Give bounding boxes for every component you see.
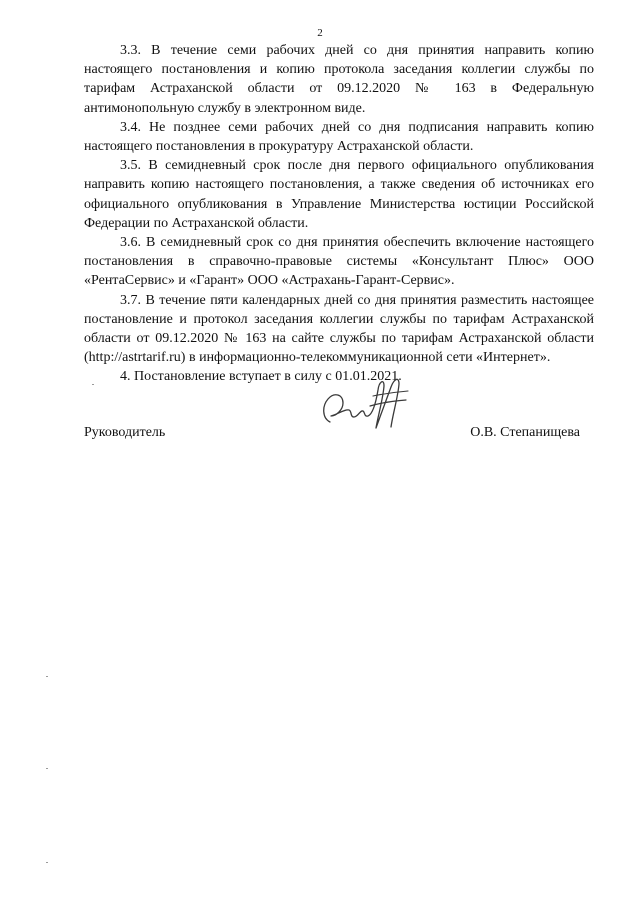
paragraph-3-5: 3.5. В семидневный срок после дня первого официального опубликования направить копию настоящего постановления, а также сведения об источниках его официального опубликования в Управление Министерства юстиции Российской Федерации по Астраханской области. bbox=[84, 158, 594, 231]
paragraph-3-6: 3.6. В семидневный срок со дня принятия обеспечить включение настоящего постановления в справочно-правовые системы «Консультант Плюс» ООО «РентаСервис» и «Гарант» ООО «Астрахань-Гарант-Сервис». bbox=[84, 235, 594, 289]
paragraph-4: 4. Постановление вступает в силу с 01.01.2021. bbox=[120, 369, 402, 385]
handwritten-signature bbox=[316, 366, 412, 436]
scan-artifact bbox=[46, 676, 48, 677]
signer-position: Руководитель bbox=[84, 425, 166, 440]
scan-artifact bbox=[46, 862, 48, 863]
scan-artifact bbox=[92, 384, 94, 385]
page-number: 2 bbox=[317, 27, 323, 39]
scan-artifact bbox=[46, 768, 48, 769]
document-body bbox=[84, 41, 594, 387]
paragraph-3-3: 3.3. В течение семи рабочих дней со дня принятия направить копию настоящего постановления и копию протокола заседания коллегии службы по тарифам Астраханской области от 09.12.2020 № 163 в Федеральную антимонопольную службу в электронном виде. bbox=[84, 43, 594, 116]
signer-name: О.В. Степанищева bbox=[470, 425, 580, 440]
paragraph-3-4: 3.4. Не позднее семи рабочих дней со дня подписания направить копию настоящего постановления в прокуратуру Астраханской области. bbox=[84, 119, 594, 155]
signature-block bbox=[84, 366, 594, 446]
paragraph-3-7: 3.7. В течение пяти календарных дней со дня принятия разместить настоящее постановление и протокол заседания коллегии службы по тарифам Астраханской области от 09.12.2020 № 163 на сайте службы по тарифам Астраханской области (http://astrtarif.ru) в информационно-телекоммуникационной сети «Интернет». bbox=[84, 292, 594, 366]
